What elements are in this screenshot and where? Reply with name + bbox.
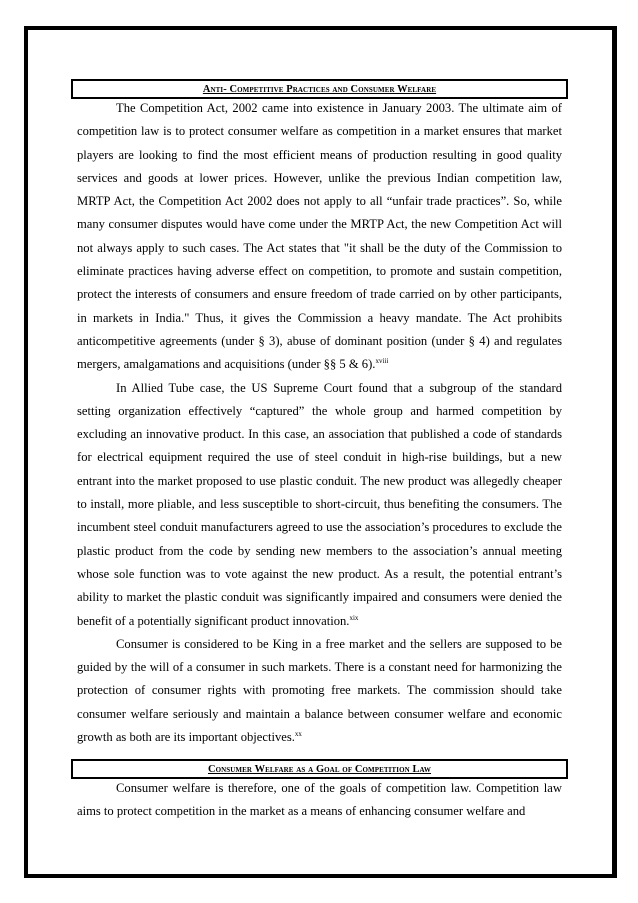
paragraph-allied-tube: In Allied Tube case, the US Supreme Court found that a subgroup of the standard setting organization effectively “captured” the whole group and harmed competition by excluding an innovative product. In this case, an association that published a code of standards for electrical equipment required the use of steel conduit in high-rise buildings, but a new entrant into the market proposed to use plastic conduit. The new product was allegedly cheaper to install, more pliable, and less susceptible to short-circuit, thus benefiting the consumers. The incumbent steel conduit manufacturers agreed to use the association’s procedures to exclude the plastic product from the code by sending new members to the association’s annual meeting whose sole function was to vote against the new product. As a result, the potential entrant’s ability to market the plastic conduit was significantly impaired and consumers were denied the benefit of a potentially significant product innovation.$^{xix}$ bbox=[77, 380, 562, 628]
footnote-marker: xx bbox=[294, 729, 302, 738]
paragraph-consumer-king: Consumer is considered to be King in a free market and the sellers are supposed to be guided by the will of a consumer in such markets. There is a constant need for harmonizing the protection of consumer rights with promoting free markets. The commission should take consumer welfare seriously and maintain a balance between consumer welfare and economic growth as both are its important objectives.$^{xx}$ bbox=[77, 636, 562, 745]
section-body-consumer-welfare-goal bbox=[77, 777, 562, 824]
section-heading-anti-competitive: Anti- Competitive Practices and Consumer Welfare bbox=[71, 79, 568, 99]
section-heading-consumer-welfare-goal: Consumer Welfare as a Goal of Competition Law bbox=[71, 759, 568, 779]
footnote-marker: xix bbox=[349, 613, 359, 622]
section-body-anti-competitive bbox=[77, 97, 562, 749]
paragraph-competition-act: The Competition Act, 2002 came into existence in January 2003. The ultimate aim of competition law is to protect consumer welfare as competition in a market ensures that market players are looking to find the most efficient means of production resulting in good quality services and goods at lower prices. However, unlike the previous Indian competition law, MRTP Act, the Competition Act 2002 does not apply to all “unfair trade practices”. So, while many consumer disputes would have come under the MRTP Act, the new Competition Act will not always apply to such cases. The Act states that "it shall be the duty of the Commission to eliminate practices having adverse effect on competition, to promote and sustain competition, protect the interests of consumers and ensure freedom of trade carried on by other participants, in markets in India." Thus, it gives the Commission a heavy mandate. The Act prohibits anticompetitive agreements (under § 3), abuse of dominant position (under § 4) and regulates mergers, amalgamations and acquisitions (under §§ 5 & 6).$^{xviii}$ bbox=[77, 101, 562, 372]
paragraph-consumer-welfare-goal: Consumer welfare is therefore, one of the goals of competition law. Competition law aims to protect competition in the market as a means of enhancing consumer welfare and bbox=[77, 781, 562, 819]
footnote-marker: xviii bbox=[375, 357, 389, 366]
